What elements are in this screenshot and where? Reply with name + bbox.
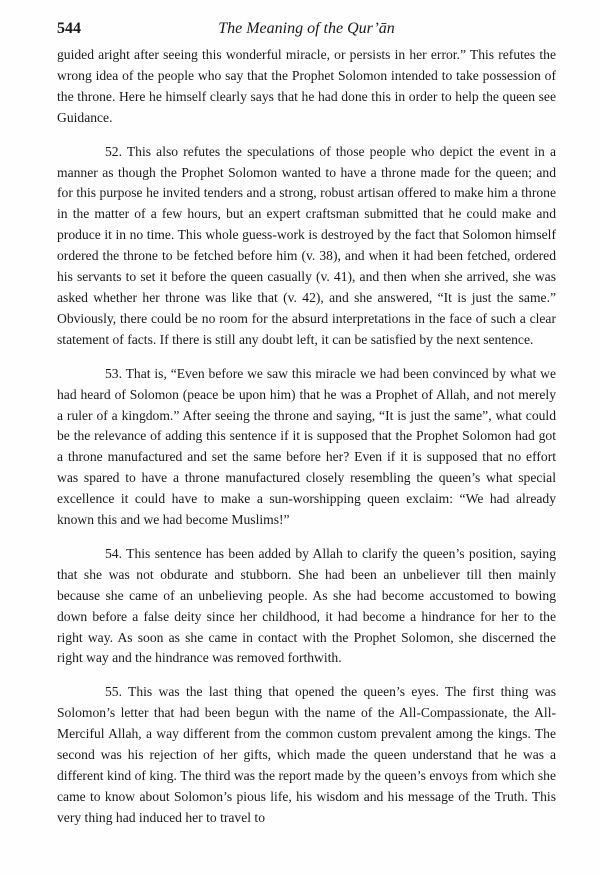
running-title: The Meaning of the Qur’ān <box>218 20 395 37</box>
paragraph-note-54: 54. This sentence has been added by Allah to clarify the queen’s position, saying that she was not obdurate and stubborn. She had been an unbeliever till then mainly because she came of an unbelieving people. As she had become accustomed to bowing down before a false deity since her childhood, it had become a hindrance for her to the right way. As soon as she came in contact with the Prophet Solomon, she discerned the right way and the hindrance was removed forthwith. <box>57 545 556 666</box>
paragraph-note-53: 53. That is, “Even before we saw this miracle we had been convinced by what we had heard of Solomon (peace be upon him) that he was a Prophet of Allah, and not merely a ruler of a kingdom.” After seeing the throne and saying, “It is just the same”, what could be the relevance of adding this sentence if it is supposed that the Prophet Solomon had got a throne manufactured and set the same before her? Even if it is supposed that no effort was spared to have a throne manufactured closely resembling the queen’s what special excellence it could have to make a sun-worshipping queen exclaim: “We had already known this and we had become Muslims!” <box>57 365 556 528</box>
paragraph-note-52: 52. This also refutes the speculations of those people who depict the event in a manner as though the Prophet Solomon wanted to have a throne made for the queen; and for this purpose he invited tenders and a strong, robust artisan offered to make him a throne in the matter of a few hours, but an expert craftsman submitted that he could make and produce it in no time. This whole guess-work is destroyed by the fact that Solomon himself ordered the throne to be fetched before him (v. 38), and when it had been fetched, ordered his servants to set it before the queen casually (v. 41), and then when she arrived, she was asked whether her throne was like that (v. 42), and she answered, “It is just the same.” Obviously, there could be no room for the absurd interpretations in the face of such a clear statement of facts. If there is still any doubt left, it can be satisfied by the next sentence. <box>57 143 556 347</box>
page-header <box>57 20 556 42</box>
paragraph-continuation: guided aright after seeing this wonderful miracle, or persists in her error.” This refutes the wrong idea of the people who say that the Prophet Solomon intended to take possession of the throne. Here he himself clearly says that he had done this in order to help the queen see Guidance. <box>57 47 556 125</box>
page-body <box>57 45 556 842</box>
paragraph-note-55: 55. This was the last thing that opened the queen’s eyes. The first thing was Solomon’s letter that had been begun with the name of the All-Compassionate, the All-Merciful Allah, a way different from the common custom prevalent among the kings. The second was his rejection of her gifts, which made the queen understand that he was a different kind of king. The third was the report made by the queen’s envoys from which she came to know about Solomon’s pious life, his wisdom and his message of the Truth. This very thing had induced her to travel to <box>57 684 556 825</box>
page-number: 544 <box>57 20 81 37</box>
